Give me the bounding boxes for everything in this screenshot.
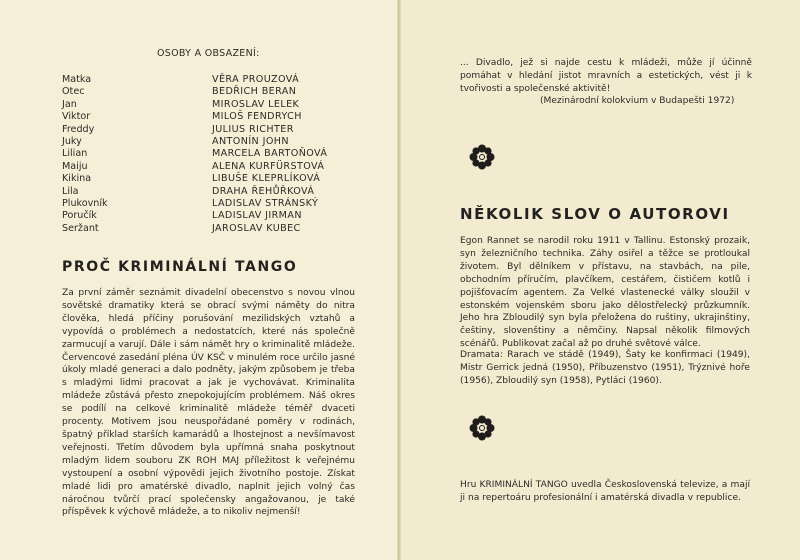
cast-row <box>62 74 362 86</box>
cast-role: Poručík <box>62 210 97 222</box>
cast-row <box>62 173 362 185</box>
tv-note: Hru KRIMINÁLNÍ TANGO uvedla Československá televize, a mají ji na repertoáru profesionální i amatérská divadla v republice. <box>460 480 750 503</box>
cast-actor: LIBUŠE KLEPRLÍKOVÁ <box>212 173 321 185</box>
cast-row <box>62 210 362 222</box>
cast-row <box>62 86 362 98</box>
cast-role: Plukovník <box>62 197 108 209</box>
cast-row <box>62 99 362 111</box>
cast-role: Lilian <box>62 148 88 160</box>
cast-role: Viktor <box>62 111 91 123</box>
cast-actor: ALENA KURFÜRSTOVÁ <box>212 160 325 172</box>
why-paragraph: Za první záměr seznámit divadelní obecenstvo s novou vlnou sovětské dramatiky která se obrací svými náměty do nitra člověka, hledá příčiny porušování mezilidských vztahů a vypovídá o problémech a nedostatcích, které nás společně zarmucují a varují. Dále i sám námět hry o kriminalitě mládeže. Červencové zasedání pléna ÚV KSČ v minulém roce určilo jasné úkoly mladé generaci a dalo podněty, jakým způsobem je třeba s mladými lidmi pracovat a jak je vychovávat. Kriminalita mládeže zůstává přesto znepokojujícím problémem. Náš okres se podílí na celkové kriminalitě mládeže téměř dvaceti procenty. Motivem jsou neuspořádané poměry v rodinách, špatný příklad starších kamarádů a lhostejnost a nevšímavost veřejnosti. Třetím důvodem byla upřímná snaha poskytnout mladým lidem souboru ZK ROH MAJ příležitost k veřejnému vystoupení a osobní výpovědi jejich životního postoje. Získat mladé lidi pro amatérské divadlo, naplnit jejich volný čas náročnou tvůrčí prací společensky angažovanou, je také příspěvek k výchově mládeže, a to nikoliv nejmenší! <box>62 288 355 518</box>
cast-row <box>62 111 362 123</box>
cast-role: Kikina <box>62 173 92 185</box>
cast-row <box>62 161 362 173</box>
cast-row <box>62 186 362 198</box>
flower-ornament-icon <box>468 414 496 442</box>
cast-role: Juky <box>62 135 82 147</box>
cast-role: Otec <box>62 86 85 98</box>
author-dramas: Dramata: Rarach ve stádě (1949), Šaty ke konfirmaci (1949), Mistr Gerrick jedná (1950), Příbuzenstvo (1951), Trýznivé hoře (1956), Zbloudilý syn (1958), Pytláci (1960). <box>460 350 750 386</box>
cast-actor: JAROSLAV KUBEC <box>212 222 301 234</box>
heading-author: NĚKOLIK SLOV O AUTOROVI <box>460 205 730 223</box>
cast-actor: LADISLAV JIRMAN <box>212 210 302 222</box>
cast-role: Matka <box>62 74 92 85</box>
page-fold <box>397 0 401 560</box>
cast-actor: VĚRA PROUZOVÁ <box>212 74 300 85</box>
cast-actor: JULIUS RICHTER <box>212 123 294 135</box>
cast-role: Freddy <box>62 123 95 135</box>
author-bio: Egon Rannet se narodil roku 1911 v Tallinu. Estonský prozaik, syn železničního technika. Záhy osiřel a těžce se protloukal životem. Byl dělníkem v přístavu, na stavbách, na pile, obchodním příručím, plavčíkem, cestářem, čističem kotlů i pojišťovacím agentem. Za Velké vlastenecké války sloužil v estonském vojenském sboru jako dělostřelecký průzkumník. Jeho hra Zbloudilý syn byla přeložena do ruštiny, ukrajinštiny, češtiny, slovenštiny a němčiny. Napsal několik filmových scénářů. Publikovat začal až po druhé světové válce. <box>460 236 750 350</box>
cast-actor: MILOŠ FENDRYCH <box>212 111 302 123</box>
cast-row <box>62 223 362 235</box>
cast-role: Lila <box>62 185 79 197</box>
cast-list <box>62 74 362 235</box>
cast-actor: MARCELA BARTOŇOVÁ <box>212 148 328 160</box>
cast-actor: BEDŘICH BERAN <box>212 86 297 98</box>
cast-role: Maiju <box>62 160 88 172</box>
quote-source: (Mezinárodní kolokvium v Budapešti 1972) <box>540 96 735 106</box>
cast-actor: LADISLAV STRÁNSKÝ <box>212 197 319 209</box>
cast-role: Jan <box>62 98 77 110</box>
cast-row <box>62 198 362 210</box>
cast-role: Seržant <box>62 222 99 234</box>
heading-why: PROČ KRIMINÁLNÍ TANGO <box>62 259 298 275</box>
cast-title: OSOBY A OBSAZENÍ: <box>157 48 260 59</box>
flower-ornament-icon <box>468 143 496 171</box>
cast-row <box>62 148 362 160</box>
cast-actor: DRAHA ŘEHŮŘKOVÁ <box>212 185 315 197</box>
cast-row <box>62 136 362 148</box>
cast-actor: ANTONÍN JOHN <box>212 135 289 147</box>
cast-row <box>62 124 362 136</box>
quote-text: ... Divadlo, jež si najde cestu k mládeži, může jí účinně pomáhat v hledání jistot mravních a estetických, vést ji k tvořivosti a společenské aktivitě! <box>460 58 752 94</box>
cast-actor: MIROSLAV LELEK <box>212 98 300 110</box>
